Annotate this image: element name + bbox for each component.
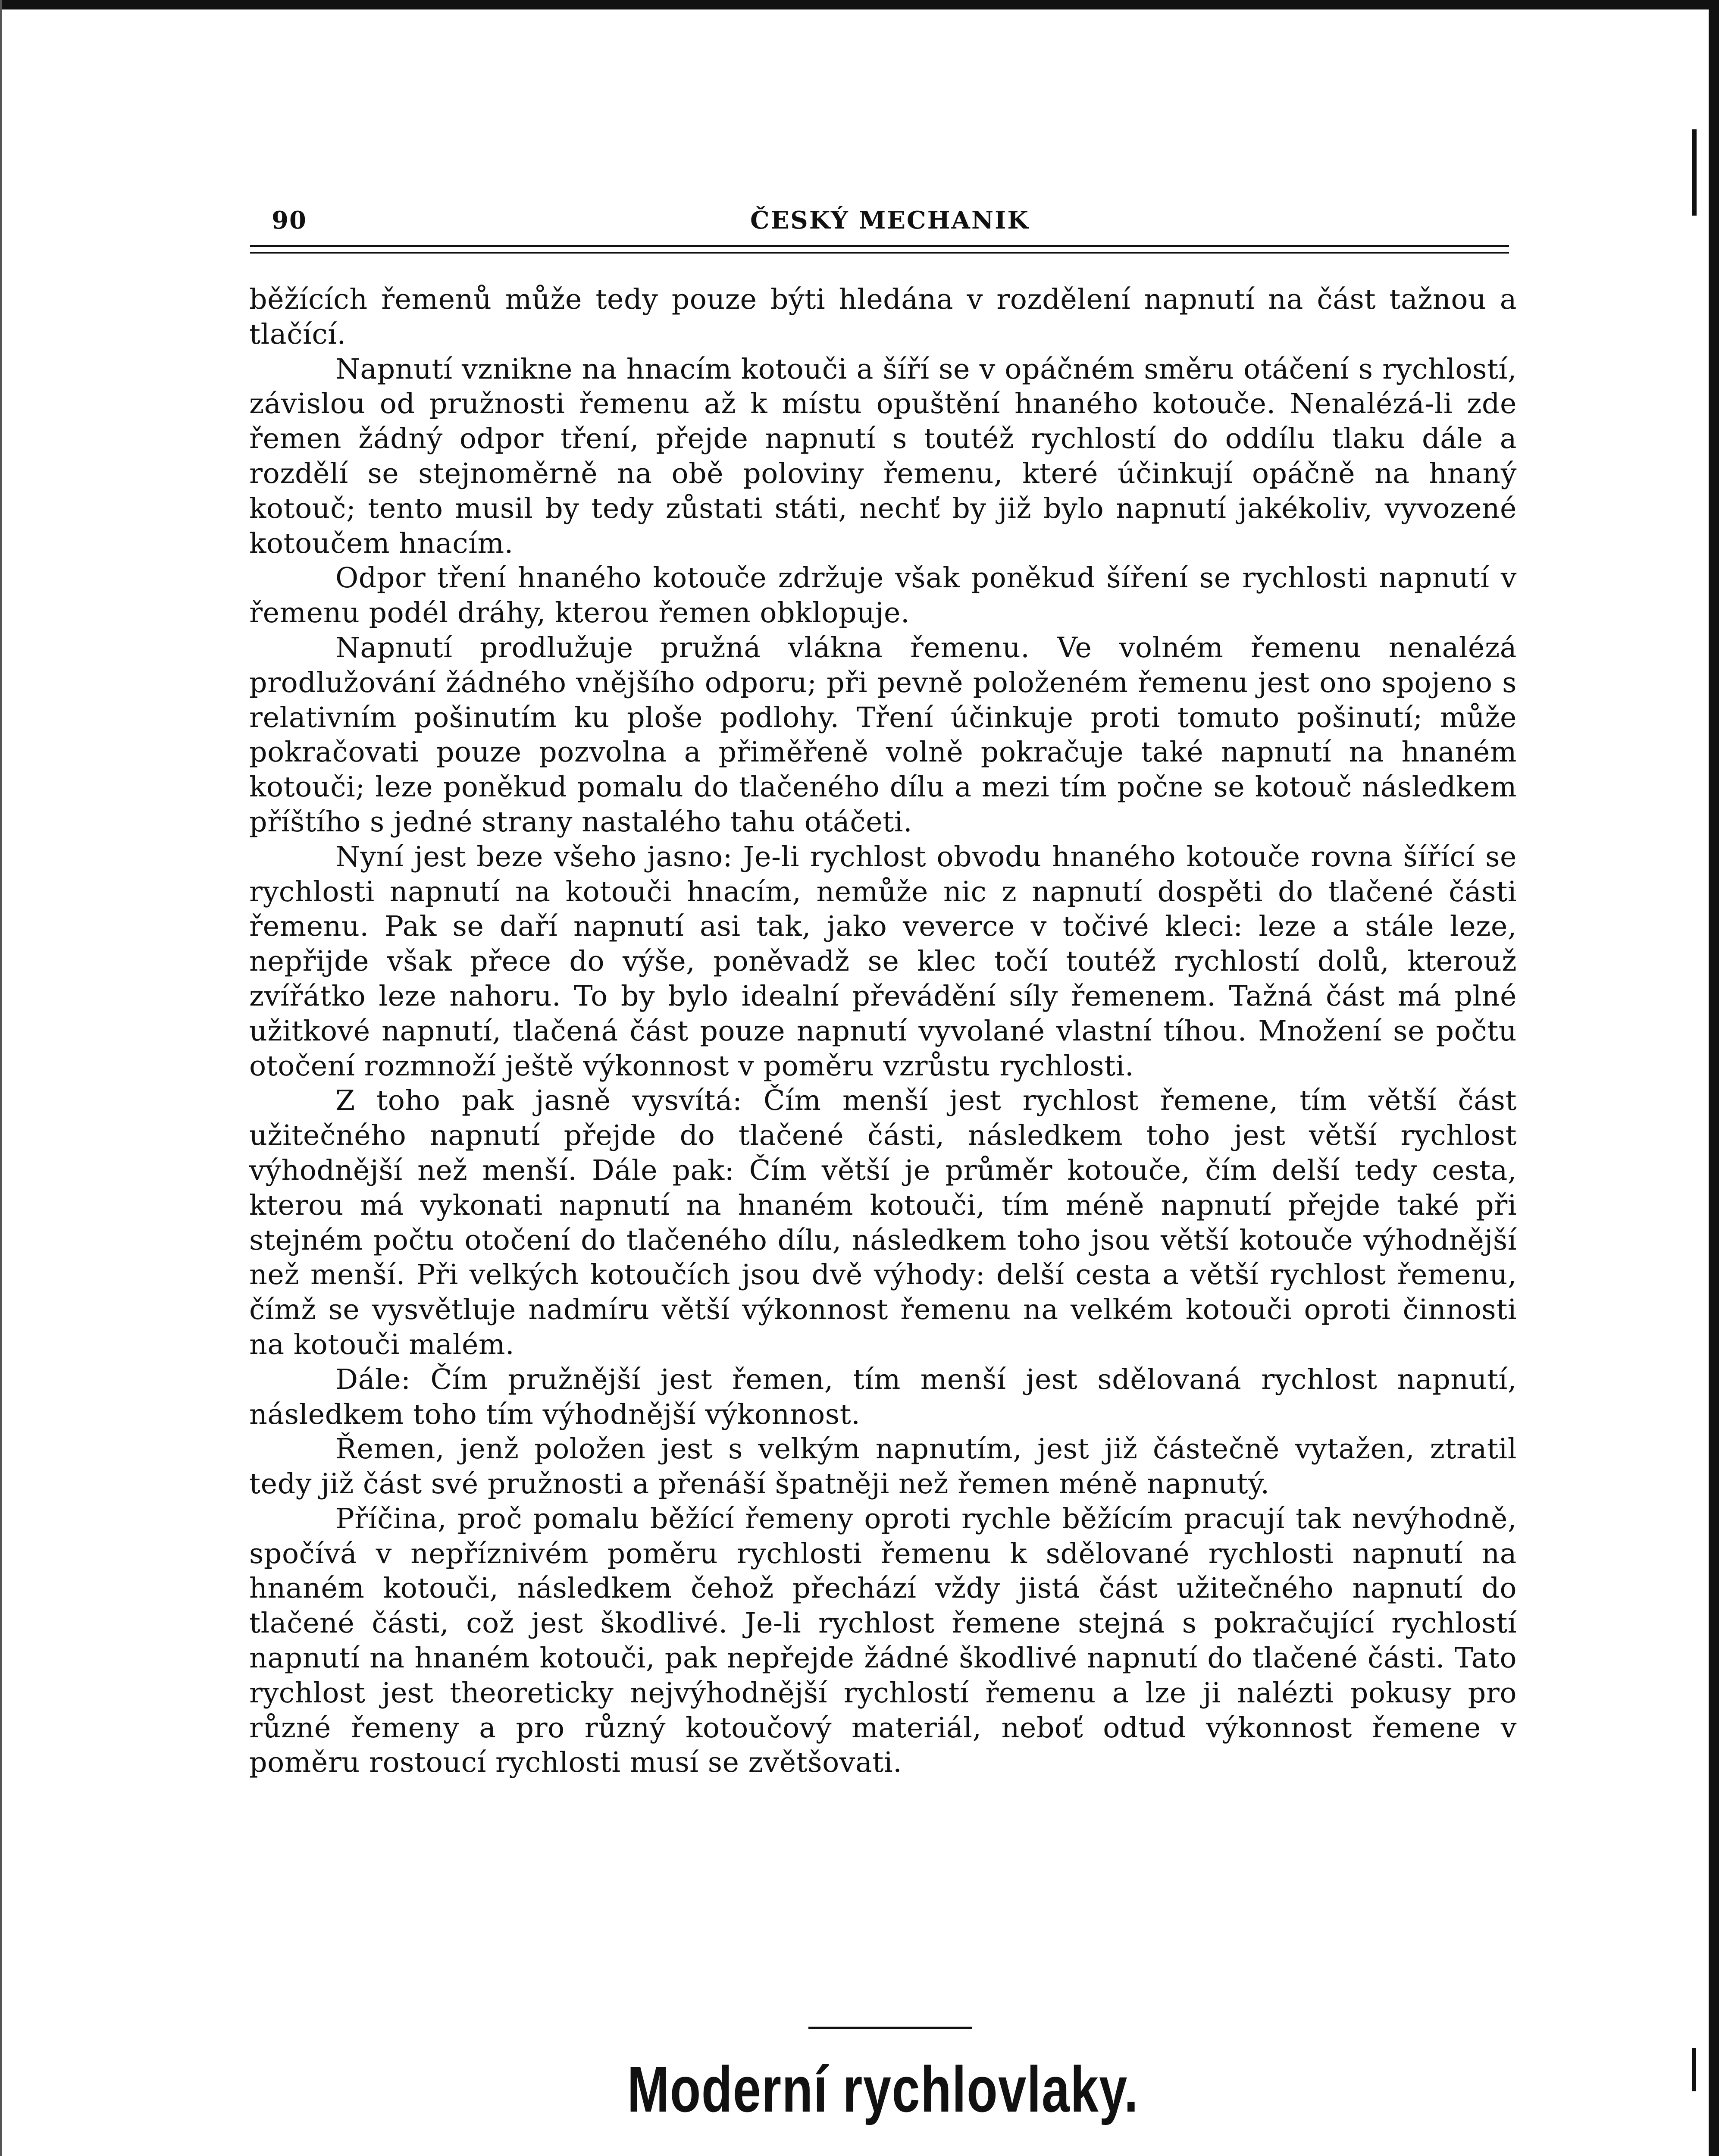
section-divider <box>808 2027 972 2029</box>
body-text <box>249 282 1517 1780</box>
paragraph: Odpor tření hnaného kotouče zdržuje však poněkud šíření se rychlosti napnutí v řemenu podél dráhy, kterou řemen obklopuje. <box>249 562 1517 630</box>
running-head <box>250 203 1509 237</box>
paragraph: běžících řemenů může tedy pouze býti hledána v rozdělení napnutí na část tažnou a tlačící. <box>249 283 1517 351</box>
paragraph: Příčina, proč pomalu běžící řemeny oproti rychle běžícím pracují tak nevýhodně, spočívá v nepříznivém poměru rychlosti řemenu k sdělované rychlosti napnutí na hnaném kotouči, následkem čehož přechází vždy jistá část užitečného napnutí do tlačené části, což jest škodlivé. Je-li rychlost řemene stejná s pokračující rychlostí napnutí na hnaném kotouči, pak nepřejde žádné škodlivé napnutí do tlačené části. Tato rychlost jest theoreticky nejvýhodnější rychlostí řemenu a lze ji nalézti pokusy pro různé řemeny a pro různý kotoučový materiál, neboť odtud výkonnost řemene v poměru rostoucí rychlosti musí se zvětšovati. <box>249 1502 1517 1779</box>
paragraph: Dále: Čím pružnější jest řemen, tím menší jest sdělovaná rychlost napnutí, následkem toho tím výhodnější výkonnost. <box>249 1363 1517 1431</box>
margin-mark <box>1692 2048 1696 2091</box>
scan-border-top <box>0 0 1719 9</box>
paragraph: Napnutí prodlužuje pružná vlákna řemenu. Ve volném řemenu nenalézá prodlužování žádného vnějšího odporu; při pevně položeném řemenu jest ono spojeno s relativním pošinutím ku ploše podlohy. Tření účinkuje proti tomuto pošinutí; může pokračovati pouze pozvolna a přiměřeně volně pokračuje také napnutí na hnaném kotouči; leze poněkud pomalu do tlačeného dílu a mezi tím počne se kotouč následkem příštího s jedné strany nastalého tahu otáčeti. <box>249 631 1517 838</box>
journal-title: ČESKÝ MECHANIK <box>750 206 1030 235</box>
scan-border-left <box>0 0 2 2156</box>
paragraph: Napnutí vznikne na hnacím kotouči a šíří se v opáčném směru otáčení s rychlostí, závislou od pružnosti řemenu až k místu opuštění hnaného kotouče. Nenalézá-li zde řemen žádný odpor tření, přejde napnutí s toutéž rychlostí do oddílu tlaku dále a rozdělí se stejnoměrně na obě poloviny řemenu, které účinkují opáčně na hnaný kotouč; tento musil by tedy zůstati státi, nechť by již bylo napnutí jakékoliv, vyvozené kotoučem hnacím. <box>249 353 1517 560</box>
paragraph: Nyní jest beze všeho jasno: Je-li rychlost obvodu hnaného kotouče rovna šířící se rychlosti napnutí na kotouči hnacím, nemůže nic z napnutí dospěti do tlačené části řemenu. Pak se daří napnutí asi tak, jako veverce v točivé kleci: leze a stále leze, nepřijde však přece do výše, poněvadž se klec točí toutéž rychlostí dolů, kterouž zvířátko leze nahoru. To by bylo idealní převádění síly řemenem. Tažná část má plné užitkové napnutí, tlačená část pouze napnutí vyvolané vlastní tíhou. Množení se počtu otočení rozmnoží ještě výkonnost v poměru vzrůstu rychlosti. <box>249 840 1517 1082</box>
margin-mark <box>1692 129 1697 216</box>
paragraph: Řemen, jenž položen jest s velkým napnutím, jest již částečně vytažen, ztratil tedy již část své pružnosti a přenáší špatněji než řemen méně napnutý. <box>249 1433 1517 1501</box>
page-number: 90 <box>272 206 307 235</box>
paragraph: Z toho pak jasně vysvítá: Čím menší jest rychlost řemene, tím větší část užitečného napnutí přejde do tlačené části, následkem toho jest větší rychlost výhodnější než menší. Dále pak: Čím větší je průměr kotouče, čím delší tedy cesta, kterou má vykonati napnutí na hnaném kotouči, tím méně napnutí přejde také při stejném počtu otočení do tlačeného dílu, následkem toho jsou větší kotouče výhodnější než menší. Při velkých kotoučích jsou dvě výhody: delší cesta a větší rychlost řemenu, čímž se vysvětluje nadmíru větší výkonnost řemenu na velkém kotouči oproti činnosti na kotouči malém. <box>249 1084 1517 1361</box>
article-title: Moderní rychlovlaky. <box>627 2053 1139 2125</box>
header-rule <box>250 245 1509 254</box>
scan-border-right <box>1709 0 1719 2156</box>
